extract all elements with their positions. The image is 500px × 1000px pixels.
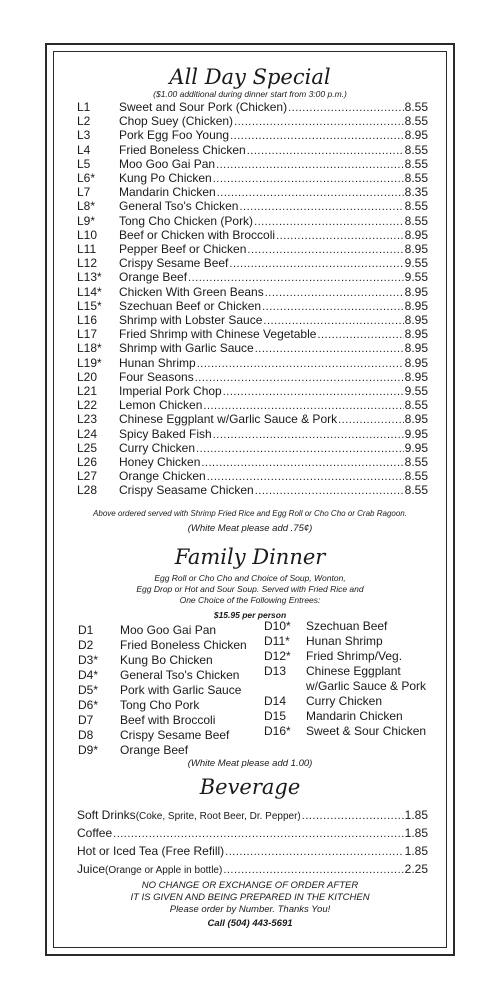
item-code: L8*: [77, 199, 96, 214]
item-name: Mandarin Chicken: [119, 185, 216, 200]
family-item: [78, 623, 216, 638]
item-code: D3*: [78, 653, 99, 667]
phone-number: Call (504) 443-5691: [207, 918, 293, 929]
item-price: 8.95: [404, 327, 428, 342]
dot-leader: [201, 455, 403, 470]
footer-line-2: IT IS GIVEN AND BEING PREPARED IN THE KITCHEN: [130, 892, 370, 903]
item-code: L3: [77, 128, 91, 143]
item-name: Crispy Sesame Beef: [120, 728, 230, 742]
item-name: Shrimp with Garlic Sauce: [119, 341, 254, 356]
family-item: [264, 664, 401, 679]
item-code: L1: [77, 100, 91, 114]
family-item: [78, 653, 213, 668]
item-price: 8.95: [404, 369, 428, 384]
menu-item-row: [77, 356, 428, 370]
item-name: Chinese Eggplant w/Garlic Sauce & Pork: [119, 412, 338, 427]
item-name: Orange Beef: [120, 743, 189, 757]
dot-leader: [247, 242, 403, 257]
item-code: L26: [77, 455, 98, 469]
menu-item-row: [77, 128, 428, 142]
item-name: Pork with Garlic Sauce: [120, 683, 242, 697]
dot-leader: [338, 412, 404, 427]
menu-item-row: [77, 313, 428, 327]
dot-leader: [255, 483, 404, 498]
item-code: L10: [77, 227, 98, 242]
menu-item-row: [77, 228, 428, 242]
item-code: D12*: [264, 649, 291, 663]
menu-item-row: [77, 285, 428, 299]
item-name: Curry Chicken: [306, 694, 383, 708]
item-price: 8.55: [404, 213, 428, 228]
dot-leader: [223, 862, 403, 877]
item-code: L18*: [77, 341, 102, 356]
beverage-name: Soft Drinks: [77, 808, 136, 822]
item-price: 8.55: [404, 483, 428, 498]
beverage-price: 1.85: [404, 808, 428, 822]
menu-item-row: [77, 299, 428, 313]
dot-leader: [234, 114, 404, 129]
menu-item-row: [77, 469, 428, 483]
item-code: D16*: [264, 724, 291, 738]
item-code: D1: [78, 623, 94, 637]
family-dinner-desc-line-1: Egg Roll or Cho Cho and Choice of Soup, Wonton,: [154, 573, 346, 583]
item-price: 9.55: [404, 384, 428, 398]
beverage-price: 1.85: [404, 826, 428, 840]
dot-leader: [203, 398, 403, 413]
menu-item-row: [77, 185, 428, 199]
item-code: L11: [77, 242, 97, 256]
beverage-title: Beverage: [199, 775, 301, 799]
item-code: L16: [77, 313, 98, 327]
item-name: Crispy Seasame Chicken: [119, 483, 254, 498]
menu-item-row: [77, 100, 428, 114]
item-name: Mandarin Chicken: [306, 709, 403, 723]
menu-item-row: [77, 256, 428, 270]
item-code: D4*: [78, 668, 99, 682]
menu-item-row: [77, 242, 428, 256]
item-code: L13*: [77, 270, 102, 285]
menu-item-row: [77, 143, 428, 157]
beverage-name: Hot or Iced Tea (Free Refill): [77, 844, 225, 858]
beverage-name: Juice: [77, 862, 106, 876]
item-code: D13: [264, 664, 287, 678]
white-meat-note: (White Meat please add .75¢): [187, 523, 313, 534]
item-price: 9.95: [404, 440, 428, 455]
item-price: 8.55: [404, 199, 428, 214]
item-code: L17: [77, 327, 98, 342]
item-code: L14*: [77, 284, 102, 299]
beverage-price: 1.85: [404, 844, 428, 858]
item-price: 9.95: [404, 426, 428, 441]
item-code: L2: [77, 114, 91, 129]
item-name: Moo Goo Gai Pan: [119, 156, 216, 171]
item-name: Fried Boneless Chicken: [120, 638, 247, 652]
item-price: 8.35: [404, 185, 428, 200]
beverage-row: [77, 826, 428, 841]
item-code: D14: [264, 694, 287, 708]
family-white-meat-note: (White Meat please add 1.00): [187, 758, 313, 769]
item-code: L25: [77, 440, 98, 455]
item-price: 8.95: [404, 128, 428, 143]
item-price: 8.95: [404, 227, 428, 242]
family-dinner-price: $15.95 per person: [213, 610, 287, 620]
item-code: D2: [78, 638, 94, 652]
item-code: L22: [77, 398, 98, 413]
menu-item-row: [77, 214, 428, 228]
item-name: Pork Egg Foo Young: [119, 128, 230, 143]
dot-leader: [216, 157, 404, 172]
item-name: Honey Chicken: [119, 455, 201, 469]
item-name: Fried Shrimp with Chinese Vegetable: [119, 327, 317, 342]
dot-leader: [239, 199, 403, 214]
menu-item-row: [77, 370, 428, 384]
dot-leader: [230, 128, 404, 143]
item-name: Pepper Beef or Chicken: [119, 242, 247, 256]
dot-leader: [265, 285, 404, 300]
menu-item-row: [77, 455, 428, 469]
item-name: Shrimp with Lobster Sauce: [119, 313, 263, 327]
dot-leader: [213, 171, 404, 186]
item-code: L23: [77, 412, 98, 427]
dot-leader: [276, 228, 404, 243]
item-code: L28: [77, 483, 98, 498]
dot-leader: [223, 384, 404, 399]
dot-leader: [197, 356, 404, 371]
menu-item-row: [77, 327, 428, 341]
item-name: Chicken With Green Beans: [119, 284, 264, 299]
item-code: L15*: [77, 298, 102, 313]
item-name: Moo Goo Gai Pan: [120, 623, 217, 637]
dot-leader: [247, 143, 404, 158]
item-code: L4: [77, 142, 91, 157]
beverage-note: (Coke, Sprite, Root Beer, Dr. Pepper): [135, 811, 301, 822]
item-name: Szechuan Beef or Chicken: [119, 298, 262, 313]
menu-item-row: [77, 199, 428, 213]
item-code: D15: [264, 709, 287, 723]
family-dinner-desc-line-2: Egg Drop or Hot and Sour Soup. Served with Fried Rice and: [136, 584, 364, 594]
menu-item-row: [77, 157, 428, 171]
menu-item-row: [77, 341, 428, 355]
item-name: Szechuan Beef: [306, 619, 388, 633]
dot-leader: [262, 299, 404, 314]
item-code: D11*: [264, 634, 290, 648]
item-code: D9*: [78, 743, 99, 757]
item-code: D5*: [78, 683, 99, 697]
item-name: Chop Suey (Chicken): [119, 114, 234, 129]
dot-leader: [225, 844, 403, 859]
family-item: [264, 709, 403, 724]
item-code: L20: [77, 369, 98, 384]
item-name: Hunan Shrimp: [119, 355, 196, 370]
item-price: 8.55: [404, 469, 428, 484]
menu-item-row: [77, 441, 428, 455]
family-dinner-title: Family Dinner: [174, 545, 326, 569]
item-price: 8.95: [404, 341, 428, 356]
item-code: D10*: [264, 619, 291, 633]
footer-line-3: Please order by Number. Thanks You!: [169, 904, 331, 915]
item-code: D7: [78, 713, 94, 727]
item-name: Kung Bo Chicken: [120, 653, 213, 667]
item-code: L27: [77, 469, 98, 484]
served-with-note: Above ordered served with Shrimp Fried Rice and Egg Roll or Cho Cho or Crab Ragoon.: [93, 509, 407, 518]
item-code: D8: [78, 728, 94, 742]
item-name: Sweet & Sour Chicken: [306, 724, 427, 738]
item-code: L7: [77, 185, 91, 200]
item-price: 8.95: [404, 284, 428, 299]
item-name: w/Garlic Sauce & Pork: [306, 679, 427, 693]
item-code: D6*: [78, 698, 99, 712]
dot-leader: [263, 313, 403, 328]
item-code: L9*: [77, 213, 96, 228]
dot-leader: [317, 327, 403, 342]
menu-item-row: [77, 427, 428, 441]
menu-page: [53, 51, 447, 948]
menu-item-row: [77, 114, 428, 128]
item-price: 8.95: [404, 298, 428, 313]
beverage-note: (Orange or Apple in bottle): [105, 865, 223, 876]
item-price: 8.55: [404, 142, 428, 157]
item-name: Four Seasons: [119, 369, 194, 384]
item-name: Curry Chicken: [119, 440, 196, 455]
family-dinner-desc-line-3: One Choice of the Following Entrees:: [179, 595, 321, 605]
item-price: 8.55: [404, 455, 428, 469]
dot-leader: [302, 808, 404, 823]
item-code: L21: [77, 384, 98, 398]
family-item: [78, 683, 241, 698]
item-price: 9.55: [404, 270, 428, 285]
family-item: [78, 728, 229, 743]
dot-leader: [113, 826, 404, 841]
item-code: L24: [77, 426, 98, 441]
family-item: [264, 679, 426, 694]
beverage-price: 2.25: [404, 862, 428, 876]
dot-leader: [288, 100, 404, 115]
item-name: General Tso's Chicken: [119, 199, 239, 214]
dot-leader: [254, 214, 404, 229]
menu-item-row: [77, 412, 428, 426]
item-price: 8.55: [404, 171, 428, 185]
item-price: 8.95: [404, 412, 428, 427]
item-name: Kung Po Chicken: [119, 171, 212, 185]
dot-leader: [213, 427, 404, 442]
family-item: [78, 638, 247, 653]
family-item: [78, 713, 215, 728]
family-item: [78, 743, 188, 758]
item-name: Lemon Chicken: [119, 398, 203, 413]
item-price: 8.55: [404, 114, 428, 129]
item-name: Sweet and Sour Pork (Chicken): [119, 100, 288, 114]
item-price: 8.95: [404, 242, 428, 256]
item-code: L19*: [77, 355, 102, 370]
dot-leader: [217, 185, 404, 200]
item-price: 8.55: [404, 100, 428, 114]
item-price: 8.95: [404, 355, 428, 370]
beverage-row: [77, 808, 428, 824]
item-name: Hunan Shrimp: [306, 634, 383, 648]
item-code: L12: [77, 256, 98, 271]
menu-item-row: [77, 171, 428, 185]
menu-item-row: [77, 398, 428, 412]
family-item: [78, 698, 199, 713]
item-name: Tong Cho Chicken (Pork): [119, 213, 254, 228]
item-name: Fried Shrimp/Veg.: [306, 649, 403, 663]
dot-leader: [207, 469, 404, 484]
dot-leader: [196, 441, 404, 456]
item-name: Fried Boneless Chicken: [119, 142, 246, 157]
family-item: [264, 694, 382, 709]
item-name: Chinese Eggplant: [306, 664, 401, 678]
dot-leader: [195, 370, 404, 385]
item-name: Orange Chicken: [119, 469, 206, 484]
item-price: 8.95: [404, 313, 428, 327]
beverage-row: [77, 844, 428, 859]
family-item: [78, 668, 239, 683]
dinner-surcharge-note: ($1.00 additional during dinner start from 3:00 p.m.): [153, 89, 347, 99]
dot-leader: [229, 256, 403, 271]
family-item: [264, 724, 426, 739]
footer-line-1: NO CHANGE OR EXCHANGE OF ORDER AFTER: [141, 880, 359, 891]
item-name: Orange Beef: [119, 270, 188, 285]
item-price: 8.55: [404, 398, 428, 413]
item-price: 8.55: [404, 156, 428, 171]
item-name: Beef or Chicken with Broccoli: [119, 227, 276, 242]
item-code: L6*: [77, 171, 96, 185]
dot-leader: [255, 341, 404, 356]
all-day-special-title: All Day Special: [169, 65, 331, 89]
menu-item-row: [77, 483, 428, 497]
item-name: Crispy Sesame Beef: [119, 256, 229, 271]
beverage-row: [77, 862, 428, 878]
item-name: Tong Cho Pork: [120, 698, 200, 712]
item-price: 9.55: [404, 256, 428, 271]
family-item: [264, 634, 383, 649]
item-name: Spicy Baked Fish: [119, 426, 212, 441]
menu-item-row: [77, 270, 428, 284]
dot-leader: [188, 270, 404, 285]
family-item: [264, 619, 387, 634]
item-name: Imperial Pork Chop: [119, 384, 222, 398]
menu-item-row: [77, 384, 428, 398]
item-name: Beef with Broccoli: [120, 713, 216, 727]
item-name: General Tso's Chicken: [120, 668, 240, 682]
family-item: [264, 649, 402, 664]
item-code: L5: [77, 156, 91, 171]
beverage-name: Coffee: [77, 826, 113, 840]
